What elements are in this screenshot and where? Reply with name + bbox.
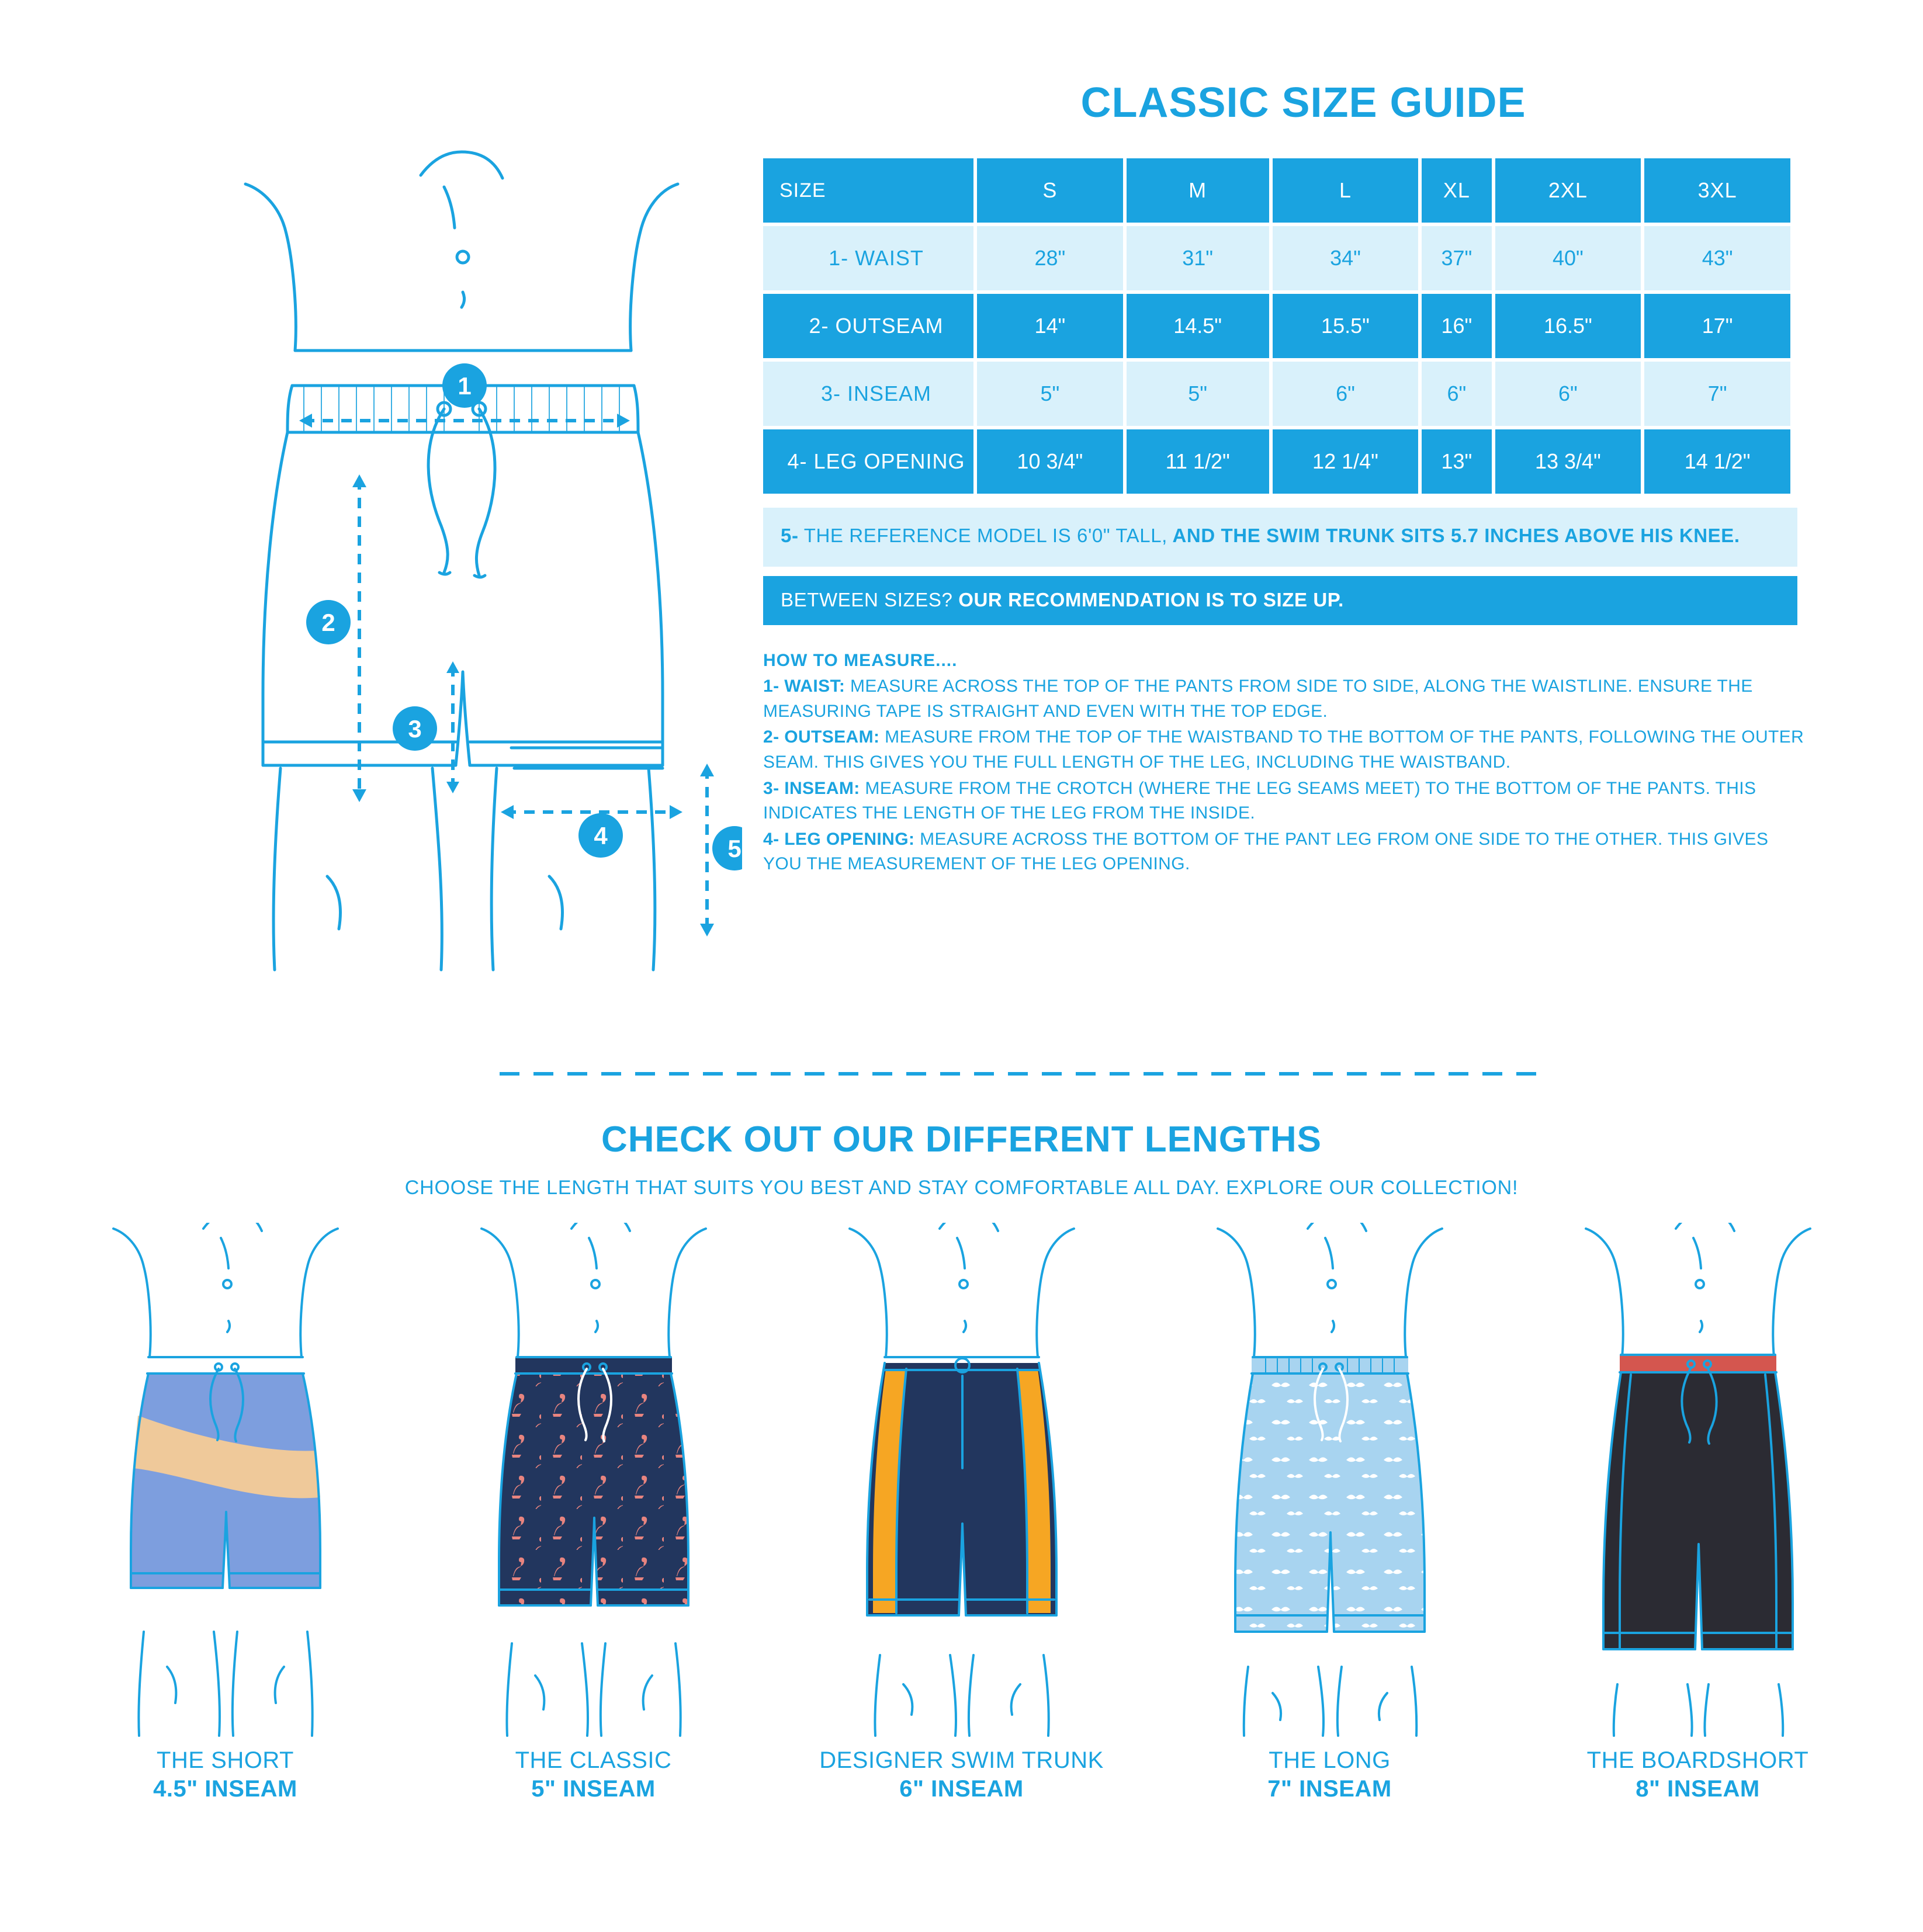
lengths-title: CHECK OUT OUR DIFFERENT LENGTHS [601,1119,1322,1160]
howto-item [763,674,1809,724]
reference-model-note [763,508,1797,567]
length-name: THE SHORT [157,1747,294,1773]
lengths-section [0,1119,1923,1802]
cell-legopening-xl: 13" [1422,429,1491,494]
howto-item [763,725,1809,775]
size-up-recommendation [763,576,1797,625]
howto-label-legopening: 4- LEG OPENING: [763,829,915,849]
howto-item [763,776,1809,826]
cell-outseam-2xl: 16.5" [1495,294,1641,358]
list-item[interactable] [1523,1223,1873,1802]
th-s: S [977,158,1123,223]
length-caption [1155,1747,1505,1802]
size-table [760,155,1794,497]
cell-outseam-3xl: 17" [1644,294,1790,358]
cell-inseam-s: 5" [977,362,1123,426]
lengths-list [0,1223,1923,1802]
cell-inseam-xl: 6" [1422,362,1491,426]
marker-2: 2 [321,609,335,636]
cell-waist-xl: 37" [1422,226,1491,290]
length-inseam: 4.5" INSEAM [153,1776,297,1802]
table-row [763,429,1790,494]
reco-bold: OUR RECOMMENDATION IS TO SIZE UP. [958,588,1344,611]
table-header-row [763,158,1790,223]
cell-inseam-2xl: 6" [1495,362,1641,426]
howto-label-waist: 1- WAIST: [763,677,846,696]
row-label-waist: 1- WAIST [763,226,973,290]
list-item[interactable] [786,1223,1137,1802]
section-divider [500,1072,1546,1076]
size-guide-panel [742,58,1853,993]
shorts-illustration-short [50,1223,401,1737]
length-inseam: 7" INSEAM [1267,1776,1392,1802]
table-row [763,226,1790,290]
cell-outseam-l: 15.5" [1273,294,1419,358]
howto-heading: HOW TO MEASURE.... [763,650,958,670]
length-name: THE BOARDSHORT [1586,1747,1809,1773]
cell-outseam-s: 14" [977,294,1123,358]
cell-inseam-l: 6" [1273,362,1419,426]
cell-outseam-xl: 16" [1422,294,1491,358]
th-xl: XL [1422,158,1491,223]
cell-legopening-2xl: 13 3/4" [1495,429,1641,494]
list-item[interactable] [1155,1223,1505,1802]
howto-item [763,827,1809,877]
list-item[interactable] [50,1223,401,1802]
measurement-diagram [70,58,742,993]
list-item[interactable] [418,1223,769,1802]
th-3xl: 3XL [1644,158,1790,223]
length-caption [1523,1747,1873,1802]
th-size: SIZE [763,158,973,223]
th-2xl: 2XL [1495,158,1641,223]
length-name: DESIGNER SWIM TRUNK [819,1747,1104,1773]
cell-outseam-m: 14.5" [1127,294,1269,358]
row-label-leg-opening: 4- LEG OPENING [763,429,973,494]
length-inseam: 6" INSEAM [899,1776,1024,1802]
howto-label-inseam: 3- INSEAM: [763,778,860,798]
reco-plain: BETWEEN SIZES? [781,588,959,611]
how-to-measure [763,648,1809,877]
length-caption [786,1747,1137,1802]
th-l: L [1273,158,1419,223]
marker-5: 5 [727,835,742,862]
cell-legopening-s: 10 3/4" [977,429,1123,494]
length-caption [418,1747,769,1802]
cell-waist-s: 28" [977,226,1123,290]
note-text-plain: THE REFERENCE MODEL IS 6'0" TALL, [798,525,1167,546]
length-name: THE LONG [1269,1747,1391,1773]
howto-text-outseam: MEASURE FROM THE TOP OF THE WAISTBAND TO THE BOTTOM OF THE PANTS, FOLLOWING THE OUTER SEAM. THIS GIVES YOU THE FULL LENGTH OF THE LEG, INCLUDING THE WAISTBAND. [763,727,1804,772]
howto-label-outseam: 2- OUTSEAM: [763,727,880,747]
marker-4: 4 [594,822,608,849]
lengths-subtitle: CHOOSE THE LENGTH THAT SUITS YOU BEST AND STAY COMFORTABLE ALL DAY. EXPLORE OUR COLLECTION! [404,1177,1519,1199]
howto-text-inseam: MEASURE FROM THE CROTCH (WHERE THE LEG SEAMS MEET) TO THE BOTTOM OF THE PANTS. THIS INDICATES THE LENGTH OF THE LEG FROM THE INSIDE. [763,778,1756,823]
marker-1: 1 [458,372,472,400]
cell-waist-3xl: 43" [1644,226,1790,290]
howto-text-waist: MEASURE ACROSS THE TOP OF THE PANTS FROM SIDE TO SIDE, ALONG THE WAISTLINE. ENSURE THE MEASURING TAPE IS STRAIGHT AND EVEN WITH THE TOP EDGE. [763,677,1753,721]
note-marker: 5- [781,525,799,546]
length-caption [50,1747,401,1802]
shorts-illustration-long [1155,1223,1505,1737]
row-label-inseam: 3- INSEAM [763,362,973,426]
cell-legopening-m: 11 1/2" [1127,429,1269,494]
cell-inseam-m: 5" [1127,362,1269,426]
length-inseam: 8" INSEAM [1636,1776,1760,1802]
cell-legopening-3xl: 14 1/2" [1644,429,1790,494]
cell-waist-2xl: 40" [1495,226,1641,290]
shorts-illustration-designer [786,1223,1137,1737]
shorts-diagram-svg [70,58,742,993]
table-row [763,362,1790,426]
cell-inseam-3xl: 7" [1644,362,1790,426]
row-label-outseam: 2- OUTSEAM [763,294,973,358]
shorts-illustration-boardshort [1523,1223,1873,1737]
page-title: CLASSIC SIZE GUIDE [1080,79,1526,126]
cell-waist-m: 31" [1127,226,1269,290]
length-name: THE CLASSIC [515,1747,672,1773]
shorts-illustration-classic [418,1223,769,1737]
howto-text-legopening: MEASURE ACROSS THE BOTTOM OF THE PANT LEG FROM ONE SIDE TO THE OTHER. THIS GIVES YOU THE MEASUREMENT OF THE LEG OPENING. [763,829,1769,874]
table-row [763,294,1790,358]
length-inseam: 5" INSEAM [531,1776,656,1802]
marker-3: 3 [408,715,422,743]
note-text-bold: AND THE SWIM TRUNK SITS 5.7 INCHES ABOVE HIS KNEE. [1167,525,1740,546]
cell-legopening-l: 12 1/4" [1273,429,1419,494]
th-m: M [1127,158,1269,223]
cell-waist-l: 34" [1273,226,1419,290]
